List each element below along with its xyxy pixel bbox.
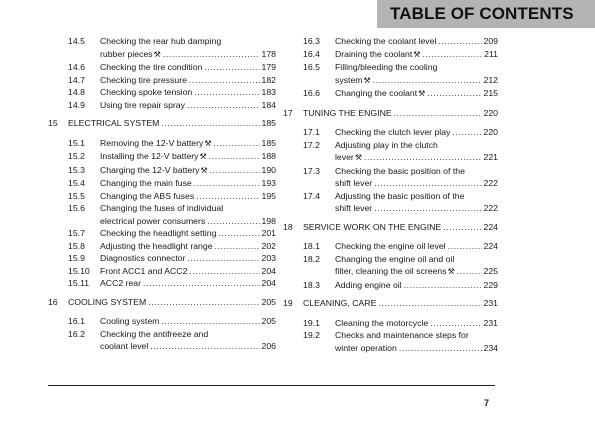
- toc-entry-number: 16: [48, 296, 58, 307]
- toc-entry-page: 215: [483, 88, 498, 98]
- toc-entry-number: 14.5: [68, 36, 85, 46]
- toc-entry[interactable]: [283, 165, 498, 190]
- toc-entry-page: 185: [261, 118, 276, 128]
- dot-leader: [443, 221, 481, 234]
- toc-entry[interactable]: [48, 252, 276, 265]
- toc-entry-title: Adjusting the headlight range: [100, 240, 213, 251]
- toc-entry-number: 15.2: [68, 151, 85, 161]
- toc-section-entry[interactable]: [48, 296, 276, 309]
- toc-entry-number: 17.1: [303, 127, 320, 137]
- toc-entry-page: 205: [261, 296, 276, 307]
- dot-leader: [364, 151, 481, 164]
- toc-entry-title: Diagnostics connector: [100, 253, 186, 263]
- toc-entry[interactable]: [48, 86, 276, 99]
- toc-entry-number: 15.5: [68, 190, 85, 201]
- toc-entry-page: 224: [483, 241, 498, 251]
- dot-leader: [161, 315, 259, 328]
- toc-entry-number: 15.11: [68, 278, 90, 288]
- toc-entry-page: 204: [261, 265, 276, 276]
- toc-entry[interactable]: [283, 240, 498, 253]
- toc-entry[interactable]: [283, 61, 498, 87]
- toc-entry-title: Draining the coolant: [335, 48, 413, 59]
- toc-entry-number: 14.8: [68, 87, 85, 97]
- toc-entry-number: 19.1: [303, 317, 320, 328]
- toc-entry-number: 15.8: [68, 240, 85, 251]
- dot-leader: [438, 35, 481, 48]
- toc-entry-page: 178: [261, 48, 276, 59]
- toc-entry-title: Checking the rear hub damping: [100, 36, 222, 46]
- toc-entry-title: Cooling system: [100, 316, 160, 326]
- toc-entry-number: 17.3: [303, 165, 320, 176]
- toc-entry[interactable]: [283, 329, 498, 354]
- toc-entry[interactable]: [48, 164, 276, 178]
- wrench-icon: ⚒: [354, 153, 363, 162]
- toc-entry-page: 198: [261, 215, 276, 226]
- page-number: 7: [484, 398, 490, 408]
- toc-entry-title: rubber pieces: [100, 48, 153, 59]
- toc-entry-title: Charging the 12-V battery: [100, 164, 200, 175]
- toc-entry[interactable]: [48, 265, 276, 278]
- toc-entry-title: Changing the main fuse: [100, 178, 192, 188]
- toc-entry-page: 188: [261, 151, 276, 161]
- toc-entry-title: Changing the engine oil and oil: [335, 253, 455, 264]
- toc-section-entry[interactable]: [283, 107, 498, 120]
- dot-leader: [427, 87, 481, 100]
- toc-entry-page: 205: [261, 316, 276, 326]
- dot-leader: [394, 107, 482, 120]
- toc-entry[interactable]: [283, 190, 498, 215]
- toc-entry-number: 17: [283, 107, 293, 118]
- dot-leader: [143, 277, 259, 290]
- toc-entry-title: filter, cleaning the oil screens: [335, 266, 447, 276]
- dot-leader: [218, 227, 259, 240]
- toc-entry-title: ELECTRICAL SYSTEM: [68, 118, 160, 128]
- toc-entry-title: ACC2 rear: [100, 278, 142, 288]
- dot-leader: [374, 202, 481, 215]
- toc-entry-title: SERVICE WORK ON THE ENGINE: [303, 221, 442, 232]
- toc-entry-number: 16.1: [68, 316, 85, 326]
- toc-section-entry[interactable]: [48, 117, 276, 130]
- dot-leader: [374, 177, 481, 190]
- dot-leader: [189, 265, 259, 278]
- toc-entry-title: Checking spoke tension: [100, 87, 193, 97]
- dot-leader: [378, 297, 481, 310]
- toc-entry-number: 16.6: [303, 88, 320, 98]
- toc-entry-page: 224: [483, 221, 498, 232]
- toc-section-entry[interactable]: [283, 221, 498, 234]
- toc-entry-page: 203: [261, 253, 276, 263]
- toc-entry-title: Checking the tire condition: [100, 62, 203, 72]
- toc-entry-title: Checks and maintenance steps for: [335, 330, 469, 340]
- toc-entry-number: 17.2: [303, 139, 320, 150]
- toc-entry[interactable]: [48, 177, 276, 190]
- toc-entry-page: 212: [483, 74, 498, 85]
- toc-entry-page: 209: [483, 36, 498, 46]
- dot-leader: [194, 177, 260, 190]
- toc-entry-page: 229: [483, 279, 498, 290]
- toc-entry-title: Cleaning the motorcycle: [335, 317, 429, 328]
- toc-entry-page: 231: [483, 317, 498, 328]
- toc-entry-title: Removing the 12-V battery: [100, 137, 204, 148]
- dot-leader: [187, 99, 260, 112]
- dot-leader: [373, 74, 482, 87]
- toc-entry-page: 201: [261, 228, 276, 238]
- dot-leader: [207, 215, 259, 228]
- wrench-icon: ⚒: [413, 49, 421, 59]
- toc-entry-page: 220: [483, 127, 498, 137]
- toc-entry-title: Filling/bleeding the cooling: [335, 62, 438, 72]
- toc-entry[interactable]: [283, 279, 498, 292]
- toc-column-left: [48, 35, 276, 353]
- dot-leader: [189, 74, 260, 87]
- dot-leader: [150, 340, 259, 353]
- dot-leader: [163, 48, 260, 61]
- dot-leader: [448, 240, 482, 253]
- toc-entry-number: 15.9: [68, 253, 85, 263]
- toc-entry[interactable]: [48, 277, 276, 290]
- toc-entry-number: 16.4: [303, 48, 320, 59]
- toc-entry-number: 16.5: [303, 62, 320, 72]
- toc-entry-page: 202: [261, 240, 276, 251]
- toc-entry[interactable]: [48, 315, 276, 328]
- toc-section-entry[interactable]: [283, 297, 498, 310]
- toc-entry-title: Changing the fuses of individual: [100, 203, 224, 213]
- toc-entry-page: 184: [261, 99, 276, 110]
- toc-entry-title: Using tire repair spray: [100, 99, 185, 110]
- page-header-title: TABLE OF CONTENTS: [377, 0, 595, 28]
- toc-entry-title: Checking tire pressure: [100, 74, 187, 85]
- toc-entry[interactable]: [48, 74, 276, 87]
- toc-entry-number: 16.2: [68, 328, 85, 339]
- toc-entry[interactable]: [48, 61, 276, 74]
- wrench-icon: ⚒: [363, 75, 371, 85]
- dot-leader: [215, 240, 260, 253]
- toc-entry-title: Installing the 12-V battery: [100, 151, 199, 161]
- toc-column-right: [283, 35, 498, 354]
- toc-entry-page: 231: [483, 298, 498, 308]
- toc-entry-number: 18.3: [303, 279, 320, 290]
- toc-entry-title: lever: [335, 152, 354, 162]
- dot-leader: [204, 61, 259, 74]
- wrench-icon: ⚒: [204, 138, 212, 148]
- toc-entry-title: Adding engine oil: [335, 279, 402, 290]
- toc-entry-page: 190: [261, 164, 276, 175]
- toc-entry-number: 15.3: [68, 164, 85, 175]
- toc-entry[interactable]: [283, 48, 498, 62]
- toc-entry-number: 16.3: [303, 36, 320, 46]
- toc-entry[interactable]: [48, 150, 276, 164]
- toc-entry[interactable]: [48, 99, 276, 112]
- toc-entry-page: 234: [483, 342, 498, 353]
- toc-entry-page: 195: [261, 190, 276, 201]
- dot-leader: [422, 48, 482, 61]
- toc-entry[interactable]: [48, 202, 276, 227]
- toc-entry[interactable]: [283, 126, 498, 139]
- toc-entry[interactable]: [283, 317, 498, 330]
- toc-entry-title: shift lever: [335, 203, 373, 213]
- toc-entry-number: 15.4: [68, 178, 85, 188]
- toc-entry-number: 15.7: [68, 228, 85, 238]
- toc-entry[interactable]: [48, 328, 276, 353]
- toc-entry-title: Checking the coolant level: [335, 36, 437, 46]
- toc-entry-title: Checking the engine oil level: [335, 241, 446, 251]
- dot-leader: [210, 164, 260, 177]
- toc-entry-page: 183: [261, 87, 276, 97]
- toc-entry[interactable]: [48, 227, 276, 240]
- toc-entry-title: coolant level: [100, 341, 149, 351]
- toc-entry-title: COOLING SYSTEM: [68, 296, 147, 307]
- toc-entry-number: 15: [48, 118, 58, 128]
- wrench-icon: ⚒: [199, 152, 207, 161]
- toc-entry-number: 15.6: [68, 203, 85, 213]
- toc-entry-title: TUNING THE ENGINE: [303, 107, 392, 118]
- dot-leader: [452, 126, 481, 139]
- toc-entry-number: 15.10: [68, 265, 90, 276]
- toc-entry-number: 14.9: [68, 99, 85, 110]
- footer-divider: [48, 385, 495, 386]
- toc-entry-number: 19.2: [303, 330, 320, 340]
- toc-entry-title: Changing the coolant: [335, 88, 418, 98]
- toc-entry[interactable]: [283, 35, 498, 48]
- toc-entry-page: 206: [261, 341, 276, 351]
- dot-leader: [161, 117, 259, 130]
- toc-entry-title: Adjusting play in the clutch: [335, 139, 438, 150]
- toc-entry-page: 185: [261, 137, 276, 148]
- dot-leader: [399, 342, 482, 355]
- dot-leader: [457, 265, 482, 278]
- dot-leader: [187, 252, 259, 265]
- toc-entry-title: Adjusting the basic position of the: [335, 190, 465, 201]
- dot-leader: [196, 190, 259, 203]
- toc-entry[interactable]: [48, 190, 276, 203]
- toc-entry-number: 18.1: [303, 241, 320, 251]
- dot-leader: [214, 137, 260, 150]
- dot-leader: [430, 317, 481, 330]
- toc-entry-number: 14.6: [68, 62, 85, 72]
- toc-entry-page: 222: [483, 203, 498, 213]
- toc-entry[interactable]: [283, 253, 498, 279]
- toc-entry[interactable]: [283, 87, 498, 101]
- toc-entry[interactable]: [48, 240, 276, 253]
- toc-entry-number: 18: [283, 221, 293, 232]
- toc-entry-page: 193: [261, 178, 276, 188]
- toc-entry-title: Changing the ABS fuses: [100, 190, 195, 201]
- toc-entry-page: 220: [483, 107, 498, 118]
- dot-leader: [209, 150, 260, 163]
- toc-entry-page: 211: [484, 48, 498, 59]
- toc-entry-page: 182: [261, 74, 276, 85]
- toc-entry-title: Checking the antifreeze and: [100, 328, 209, 339]
- wrench-icon: ⚒: [200, 165, 208, 175]
- toc-entry[interactable]: [48, 35, 276, 61]
- toc-entry-title: electrical power consumers: [100, 215, 206, 226]
- wrench-icon: ⚒: [153, 49, 161, 59]
- toc-entry-page: 179: [261, 62, 276, 72]
- toc-entry-number: 15.1: [68, 137, 85, 148]
- toc-entry-title: Front ACC1 and ACC2: [100, 265, 188, 276]
- toc-entry-title: CLEANING, CARE: [303, 298, 377, 308]
- toc-entry-page: 225: [483, 266, 498, 276]
- dot-leader: [148, 296, 259, 309]
- toc-entry-title: system: [335, 74, 363, 85]
- toc-entry-title: Checking the headlight setting: [100, 228, 217, 238]
- wrench-icon: ⚒: [418, 89, 426, 98]
- toc-entry-title: Checking the basic position of the: [335, 165, 465, 176]
- toc-entry-page: 222: [483, 178, 498, 188]
- toc-entry-number: 18.2: [303, 253, 320, 264]
- toc-entry-title: shift lever: [335, 178, 373, 188]
- toc-entry[interactable]: [48, 137, 276, 151]
- toc-entry-page: 204: [261, 278, 276, 288]
- toc-entry-number: 17.4: [303, 190, 320, 201]
- toc-entry-title: Checking the clutch lever play: [335, 127, 451, 137]
- toc-entry-title: winter operation: [335, 342, 397, 353]
- toc-entry-number: 19: [283, 298, 293, 308]
- dot-leader: [404, 279, 482, 292]
- dot-leader: [194, 86, 259, 99]
- wrench-icon: ⚒: [447, 267, 455, 276]
- toc-entry-page: 221: [483, 152, 498, 162]
- toc-entry-number: 14.7: [68, 74, 85, 85]
- toc-entry[interactable]: [283, 139, 498, 165]
